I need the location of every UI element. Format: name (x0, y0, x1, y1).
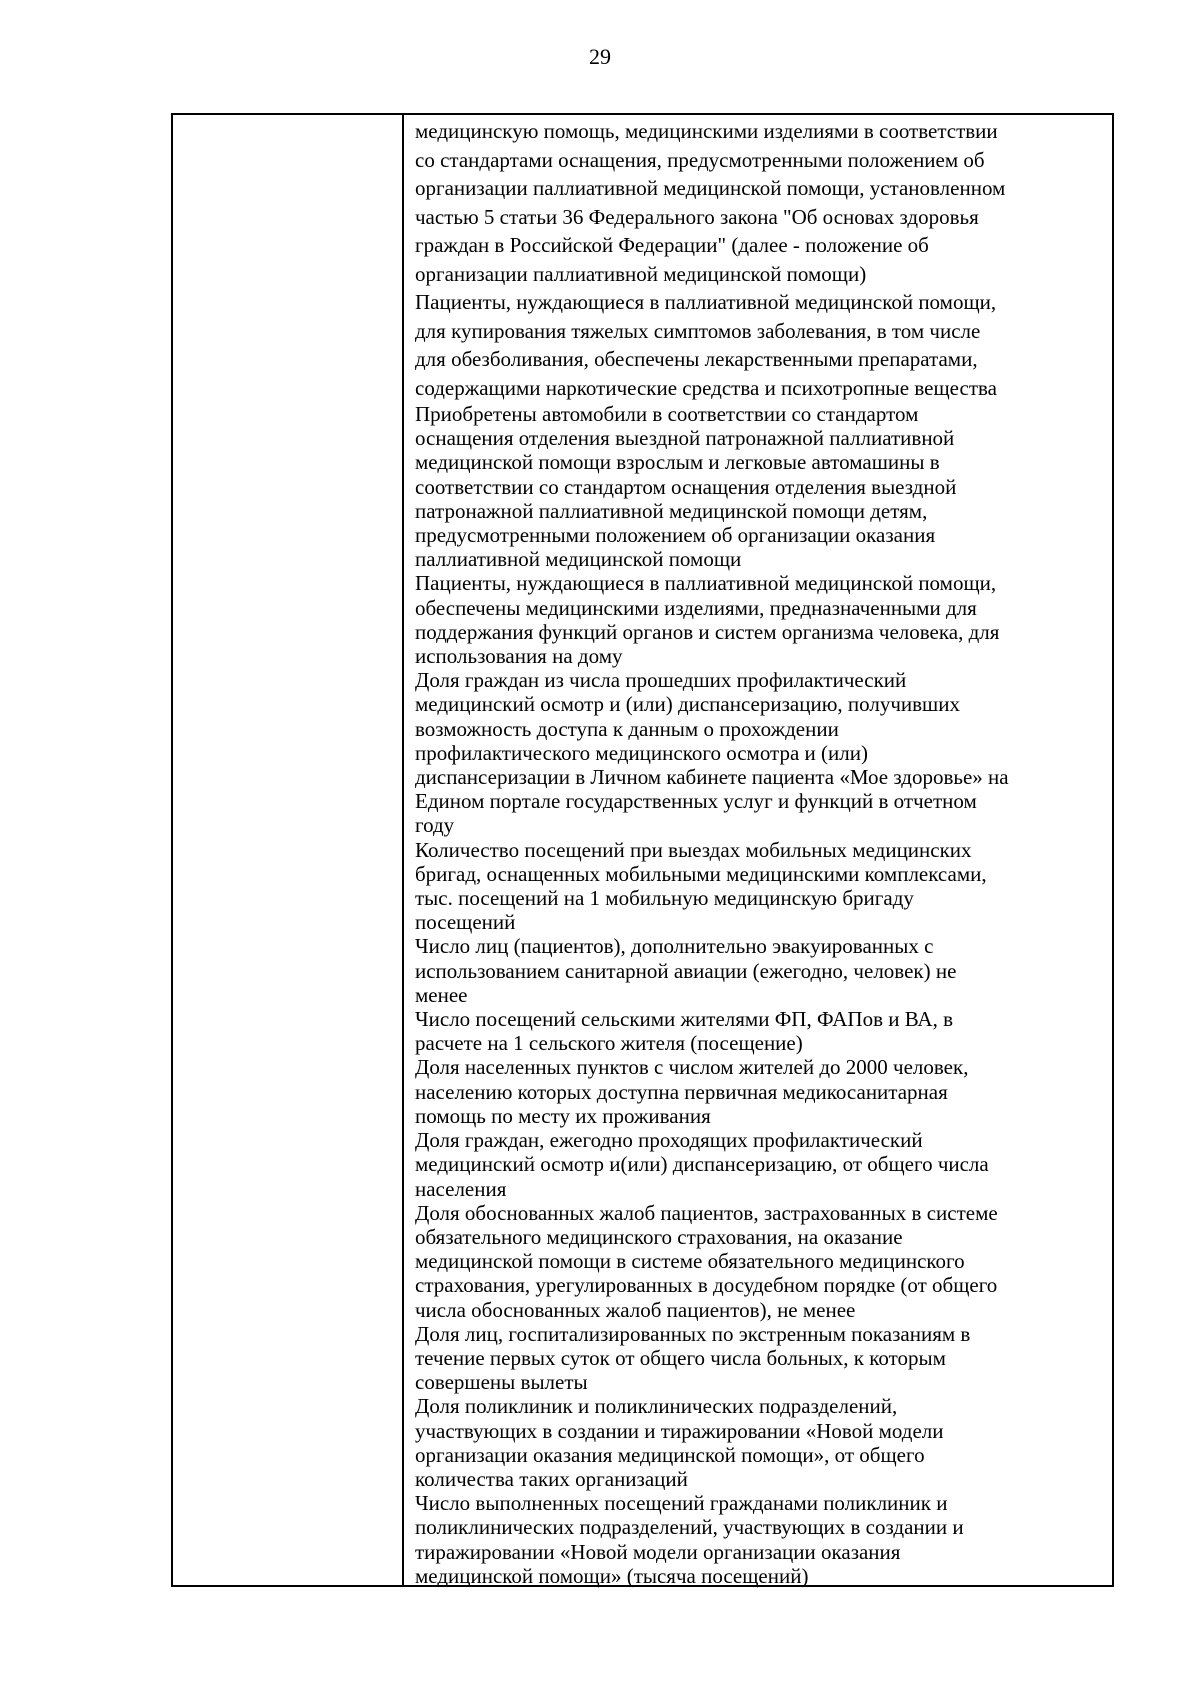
table-left-cell (173, 115, 402, 1585)
text-line: участвующих в создании и тиражировании «Новой модели (415, 1418, 944, 1443)
text-line: Приобретены автомобили в соответствии со стандартом (415, 402, 919, 426)
text-line: граждан в Российской Федерации" (далее - положение об (415, 233, 929, 257)
text-line: со стандартами оснащения, предусмотренными положением об (415, 147, 985, 172)
text-line: Доля лиц, госпитализированных по экстренным показаниям в (415, 1321, 971, 1346)
text-line: страхования, урегулированных в досудебном порядке (от общего (415, 1273, 998, 1298)
indicator-paragraph (415, 117, 1105, 288)
text-line: тиражировании «Новой модели организации оказания (415, 1539, 901, 1564)
text-line: тыс. посещений на 1 мобильную медицинскую бригаду (415, 886, 914, 911)
text-line: поликлинических подразделений, участвующих в создании и (415, 1515, 964, 1540)
indicator-paragraph (415, 402, 1105, 571)
text-line: Едином портале государственных услуг и функций в отчетном (415, 789, 977, 814)
text-line: Доля поликлиник и поликлинических подразделений, (415, 1394, 898, 1419)
indicator-paragraph (415, 838, 1105, 935)
text-line: организации паллиативной медицинской помощи) (415, 261, 867, 286)
column-divider (402, 115, 404, 1585)
text-line: помощь по месту их проживания (415, 1103, 711, 1128)
text-line: населения (415, 1176, 507, 1201)
text-line: Пациенты, нуждающиеся в паллиативной медицинской помощи, (415, 290, 997, 314)
text-line: использования на дому (415, 644, 623, 669)
text-line: для обезболивания, обеспечены лекарственными препаратами, (415, 347, 978, 371)
text-line: медицинской помощи в системе обязательного медицинского (415, 1249, 965, 1274)
text-line: профилактического медицинского осмотра и (или) (415, 740, 868, 765)
table-right-cell (415, 117, 1105, 1588)
text-line: Доля граждан, ежегодно проходящих профилактический (415, 1128, 923, 1153)
text-line: медицинской помощи» (тысяча посещений) (415, 1563, 809, 1588)
text-line: предусмотренными положением об организации оказания (415, 523, 936, 548)
indicator-paragraph (415, 934, 1105, 1007)
indicator-paragraph (415, 1055, 1105, 1128)
indicator-paragraph (415, 1394, 1105, 1491)
text-line: Число выполненных посещений гражданами поликлиник и (415, 1491, 948, 1516)
indicator-paragraph (415, 1201, 1105, 1322)
text-line: соответствии со стандартом оснащения отделения выездной (415, 474, 957, 499)
text-line: Число посещений сельскими жителями ФП, ФАПов и ВА, в (415, 1007, 953, 1032)
text-line: оснащения отделения выездной патронажной паллиативной (415, 426, 955, 451)
text-line: количества таких организаций (415, 1466, 688, 1491)
text-line: медицинский осмотр и(или) диспансеризацию, от общего числа (415, 1152, 989, 1177)
indicator-paragraph (415, 1491, 1105, 1588)
text-line: менее (415, 982, 468, 1007)
indicator-paragraph (415, 571, 1105, 668)
text-line: Пациенты, нуждающиеся в паллиативной медицинской помощи, (415, 571, 997, 596)
indicator-paragraph (415, 288, 1105, 402)
text-line: паллиативной медицинской помощи (415, 547, 742, 572)
text-line: организации паллиативной медицинской помощи, установленном (415, 176, 1006, 200)
text-line: поддержания функций органов и систем организма человека, для (415, 619, 1000, 644)
text-line: содержащими наркотические средства и психотропные вещества (415, 375, 997, 400)
text-line: течение первых суток от общего числа больных, к которым (415, 1345, 946, 1370)
text-line: для купирования тяжелых симптомов заболевания, в том числе (415, 318, 981, 343)
text-line: совершены вылеты (415, 1370, 588, 1395)
text-line: обязательного медицинского страхования, на оказание (415, 1224, 903, 1249)
text-line: Число лиц (пациентов), дополнительно эвакуированных с (415, 934, 934, 959)
text-line: использованием санитарной авиации (ежегодно, человек) не (415, 958, 957, 983)
indicators-table (171, 113, 1114, 1587)
text-line: медицинский осмотр и (или) диспансеризацию, получивших (415, 692, 960, 717)
text-line: Количество посещений при выездах мобильных медицинских (415, 837, 972, 862)
text-line: медицинскую помощь, медицинскими изделиями в соответствии (415, 119, 998, 143)
indicator-paragraph (415, 668, 1105, 837)
text-line: диспансеризации в Личном кабинете пациента «Мое здоровье» на (415, 765, 1009, 790)
text-line: посещений (415, 910, 516, 935)
text-line: патронажной паллиативной медицинской помощи детям, (415, 498, 928, 523)
text-line: числа обоснованных жалоб пациентов), не менее (415, 1297, 856, 1322)
text-line: Доля населенных пунктов с числом жителей до 2000 человек, (415, 1055, 969, 1080)
text-line: расчете на 1 сельского жителя (посещение) (415, 1031, 803, 1056)
indicator-paragraph (415, 1007, 1105, 1055)
text-line: Доля граждан из числа прошедших профилактический (415, 668, 907, 693)
text-line: обеспечены медицинскими изделиями, предназначенными для (415, 595, 977, 620)
indicator-paragraph (415, 1322, 1105, 1395)
text-line: населению которых доступна первичная медикосанитарная (415, 1079, 948, 1104)
text-line: году (415, 813, 455, 838)
text-line: организации оказания медицинской помощи», от общего (415, 1442, 925, 1467)
text-line: Доля обоснованных жалоб пациентов, застрахованных в системе (415, 1200, 998, 1225)
text-line: частью 5 статьи 36 Федерального закона "Об основах здоровья (415, 204, 979, 229)
page-number: 29 (589, 44, 611, 69)
text-line: бригад, оснащенных мобильными медицинскими комплексами, (415, 861, 987, 886)
text-line: возможность доступа к данным о прохождении (415, 716, 839, 741)
text-line: медицинской помощи взрослым и легковые автомашины в (415, 450, 940, 475)
indicator-paragraph (415, 1128, 1105, 1201)
